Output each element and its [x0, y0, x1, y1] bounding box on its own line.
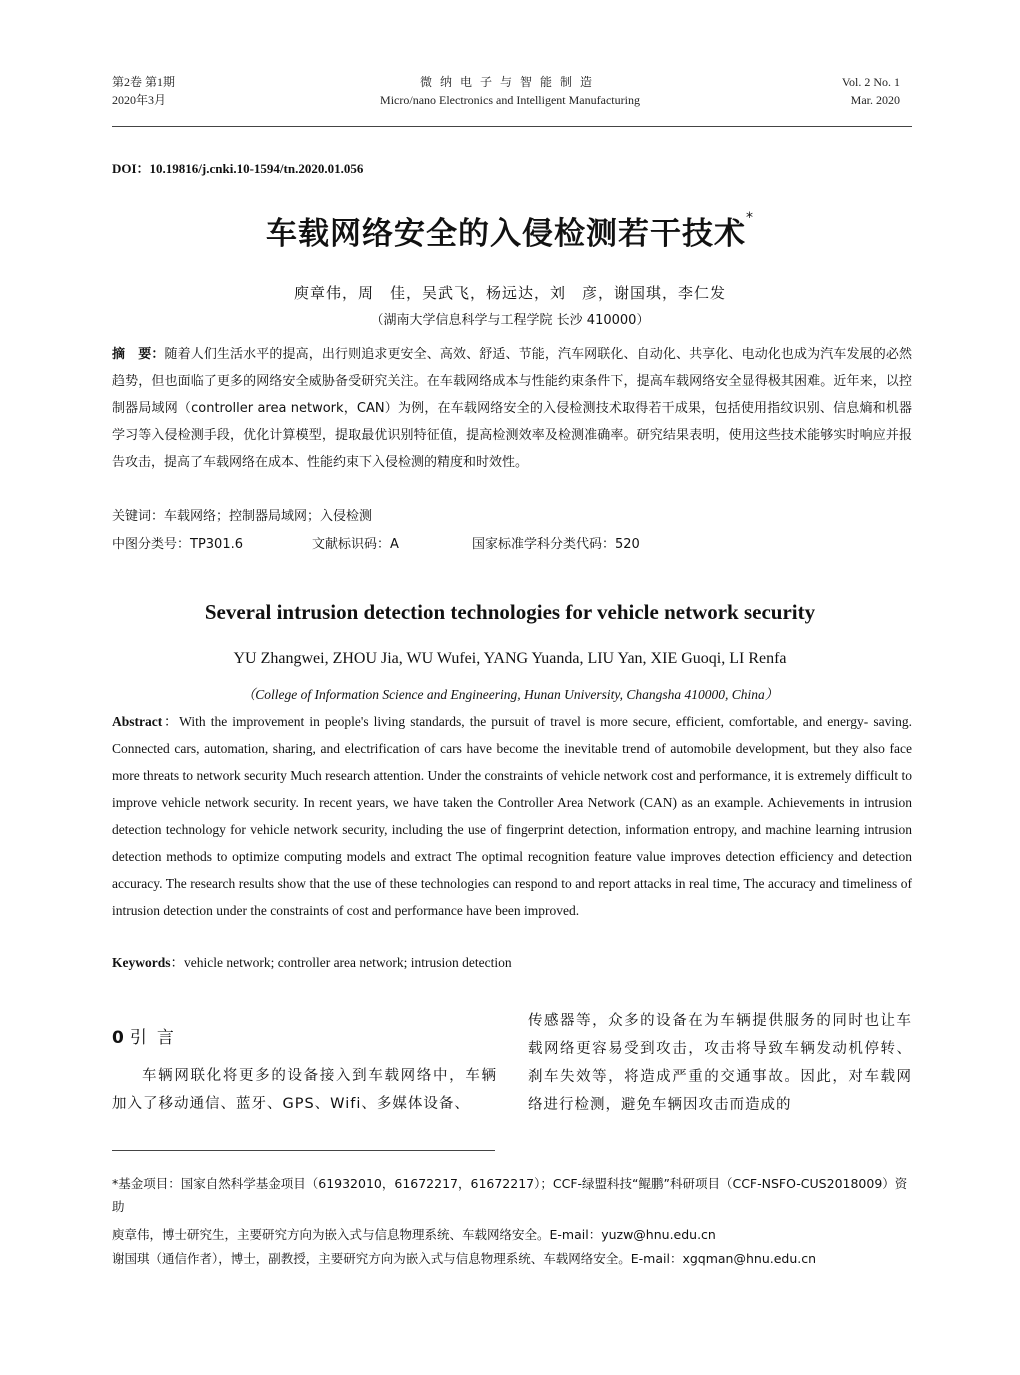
abstract-en-label: Abstract: [112, 714, 163, 729]
section-title: 引言: [129, 1028, 184, 1048]
running-header-left: [112, 73, 252, 109]
paper-title-en: Several intrusion detection technologies for vehicle network security: [204, 600, 816, 624]
header-rule: [112, 126, 912, 127]
authors-en: YU Zhangwei, ZHOU Jia, WU Wufei, YANG Yuanda, LIU Yan, XIE Guoqi, LI Renfa: [233, 650, 787, 667]
abstract-cn-text: 随着人们生活水平的提高，出行则追求更安全、高效、舒适、节能，汽车网联化、自动化、共享化、电动化也成为汽车发展的必然趋势，但也面临了更多的网络安全威胁备受研究关注。在车载网络成本与性能约束条件下，提高车载网络安全显得极其困难。近年来，以控制器局域网（controller area network，CAN）为例，在车载网络安全的入侵检测技术取得若干成果，包括使用指纹识别、信息熵和机器学习等入侵检测手段，优化计算模型，提取最优识别特征值，提高检测效率及检测准确率。研究结果表明，使用这些技术能够实时响应并报告攻击，提高了车载网络在成本、性能约束下入侵检测的精度和时效性。: [112, 347, 912, 470]
volume-issue-cn: 第2卷 第1期: [112, 75, 176, 89]
section-heading: [112, 1023, 184, 1048]
doi: DOI：10.19816/j.cnki.10-1594/tn.2020.01.056: [112, 161, 364, 176]
body-column-left: [112, 1062, 497, 1118]
keywords-en-label: Keywords: [112, 955, 171, 970]
body-paragraph-continued: 传感器等，众多的设备在为车辆提供服务的同时也让车载网络更容易受到攻击，攻击将导致车辆发动机停转、刹车失效等，将造成严重的交通事故。因此，对车载网络进行检测，避免车辆因攻击而造成的: [528, 1013, 912, 1113]
title-cn-text: 车载网络安全的入侵检测若干技术: [266, 216, 746, 252]
affiliation-en: （College of Information Science and Engineering, Hunan University, Changsha 410000, China）: [241, 687, 779, 702]
keywords-en-text: ：vehicle network; controller area network; intrusion detection: [170, 955, 512, 970]
keywords-cn: 关键词：车载网络；控制器局域网；入侵检测: [112, 509, 373, 524]
section-number: 0: [112, 1028, 124, 1048]
paper-title-cn: [0, 208, 1020, 253]
affiliation-cn: （湖南大学信息科学与工程学院 长沙 410000）: [370, 313, 650, 328]
authors-cn: 庾章伟，周 佳，吴武飞，杨远达，刘 彦，谢国琪，李仁发: [293, 284, 726, 302]
running-header-center: [310, 73, 710, 109]
body-paragraph: 车辆网联化将更多的设备接入到车载网络中，车辆加入了移动通信、蓝牙、GPS、Wifi、多媒体设备、: [112, 1068, 497, 1112]
abstract-en: [112, 708, 912, 924]
footnote-author-2: 谢国琪（通信作者），博士，副教授，主要研究方向为嵌入式与信息物理系统、车载网络安全。E-mail：xgqman@hnu.edu.cn: [112, 1251, 817, 1266]
abstract-cn: [112, 341, 912, 476]
journal-name-en: Micro/nano Electronics and Intelligent Manufacturing: [380, 93, 640, 107]
subject-code: 国家标准学科分类代码：520: [472, 537, 640, 552]
clc-number: 中图分类号：TP301.6: [112, 537, 243, 552]
journal-name-cn: 微纳电子与智能制造: [419, 75, 600, 89]
document-code: 文献标识码：A: [312, 537, 399, 552]
footnote-author-1: 庾章伟，博士研究生，主要研究方向为嵌入式与信息物理系统、车载网络安全。E-mail：yuzw@hnu.edu.cn: [112, 1227, 716, 1242]
date-cn: 2020年3月: [112, 93, 167, 107]
keywords-en: [112, 951, 512, 971]
volume-issue-en: Vol. 2 No. 1: [841, 75, 900, 89]
abstract-en-text: ：With the improvement in people's living standards, the pursuit of travel is more secure, efficient, comfortable, and energy- saving. Connected cars, automation, sharing, and electrification of cars have become the inevitable trend of automobile development, but they also face more threats to network security Much research attention. Under the constraints of vehicle network cost and performance, it is extremely difficult to improve vehicle network security. In recent years, we have taken the Controller Area Network (CAN) as an example. Achievements in intrusion detection technology for vehicle network security, including the use of fingerprint detection, information entropy, and machine learning intrusion detection methods to optimize computing models and extract The optimal recognition feature value improves detection efficiency and detection accuracy. The research results show that the use of these technologies can respond to and report attacks in real time, The accuracy and timeliness of intrusion detection under the constraints of cost and performance have been improved.: [112, 714, 912, 918]
footnote-funding: *基金项目：国家自然科学基金项目（61932010，61672217，61672217）；CCF-绿盟科技“鲲鹏”科研项目（CCF-NSFO-CUS2018009）资助: [112, 1176, 908, 1214]
running-header-right: [740, 73, 900, 109]
date-en: Mar. 2020: [850, 93, 900, 107]
body-column-right: [528, 1007, 912, 1119]
abstract-cn-label: 摘 要：: [112, 347, 165, 362]
footnote-rule: [112, 1150, 495, 1151]
title-footnote-mark: *: [746, 210, 754, 226]
